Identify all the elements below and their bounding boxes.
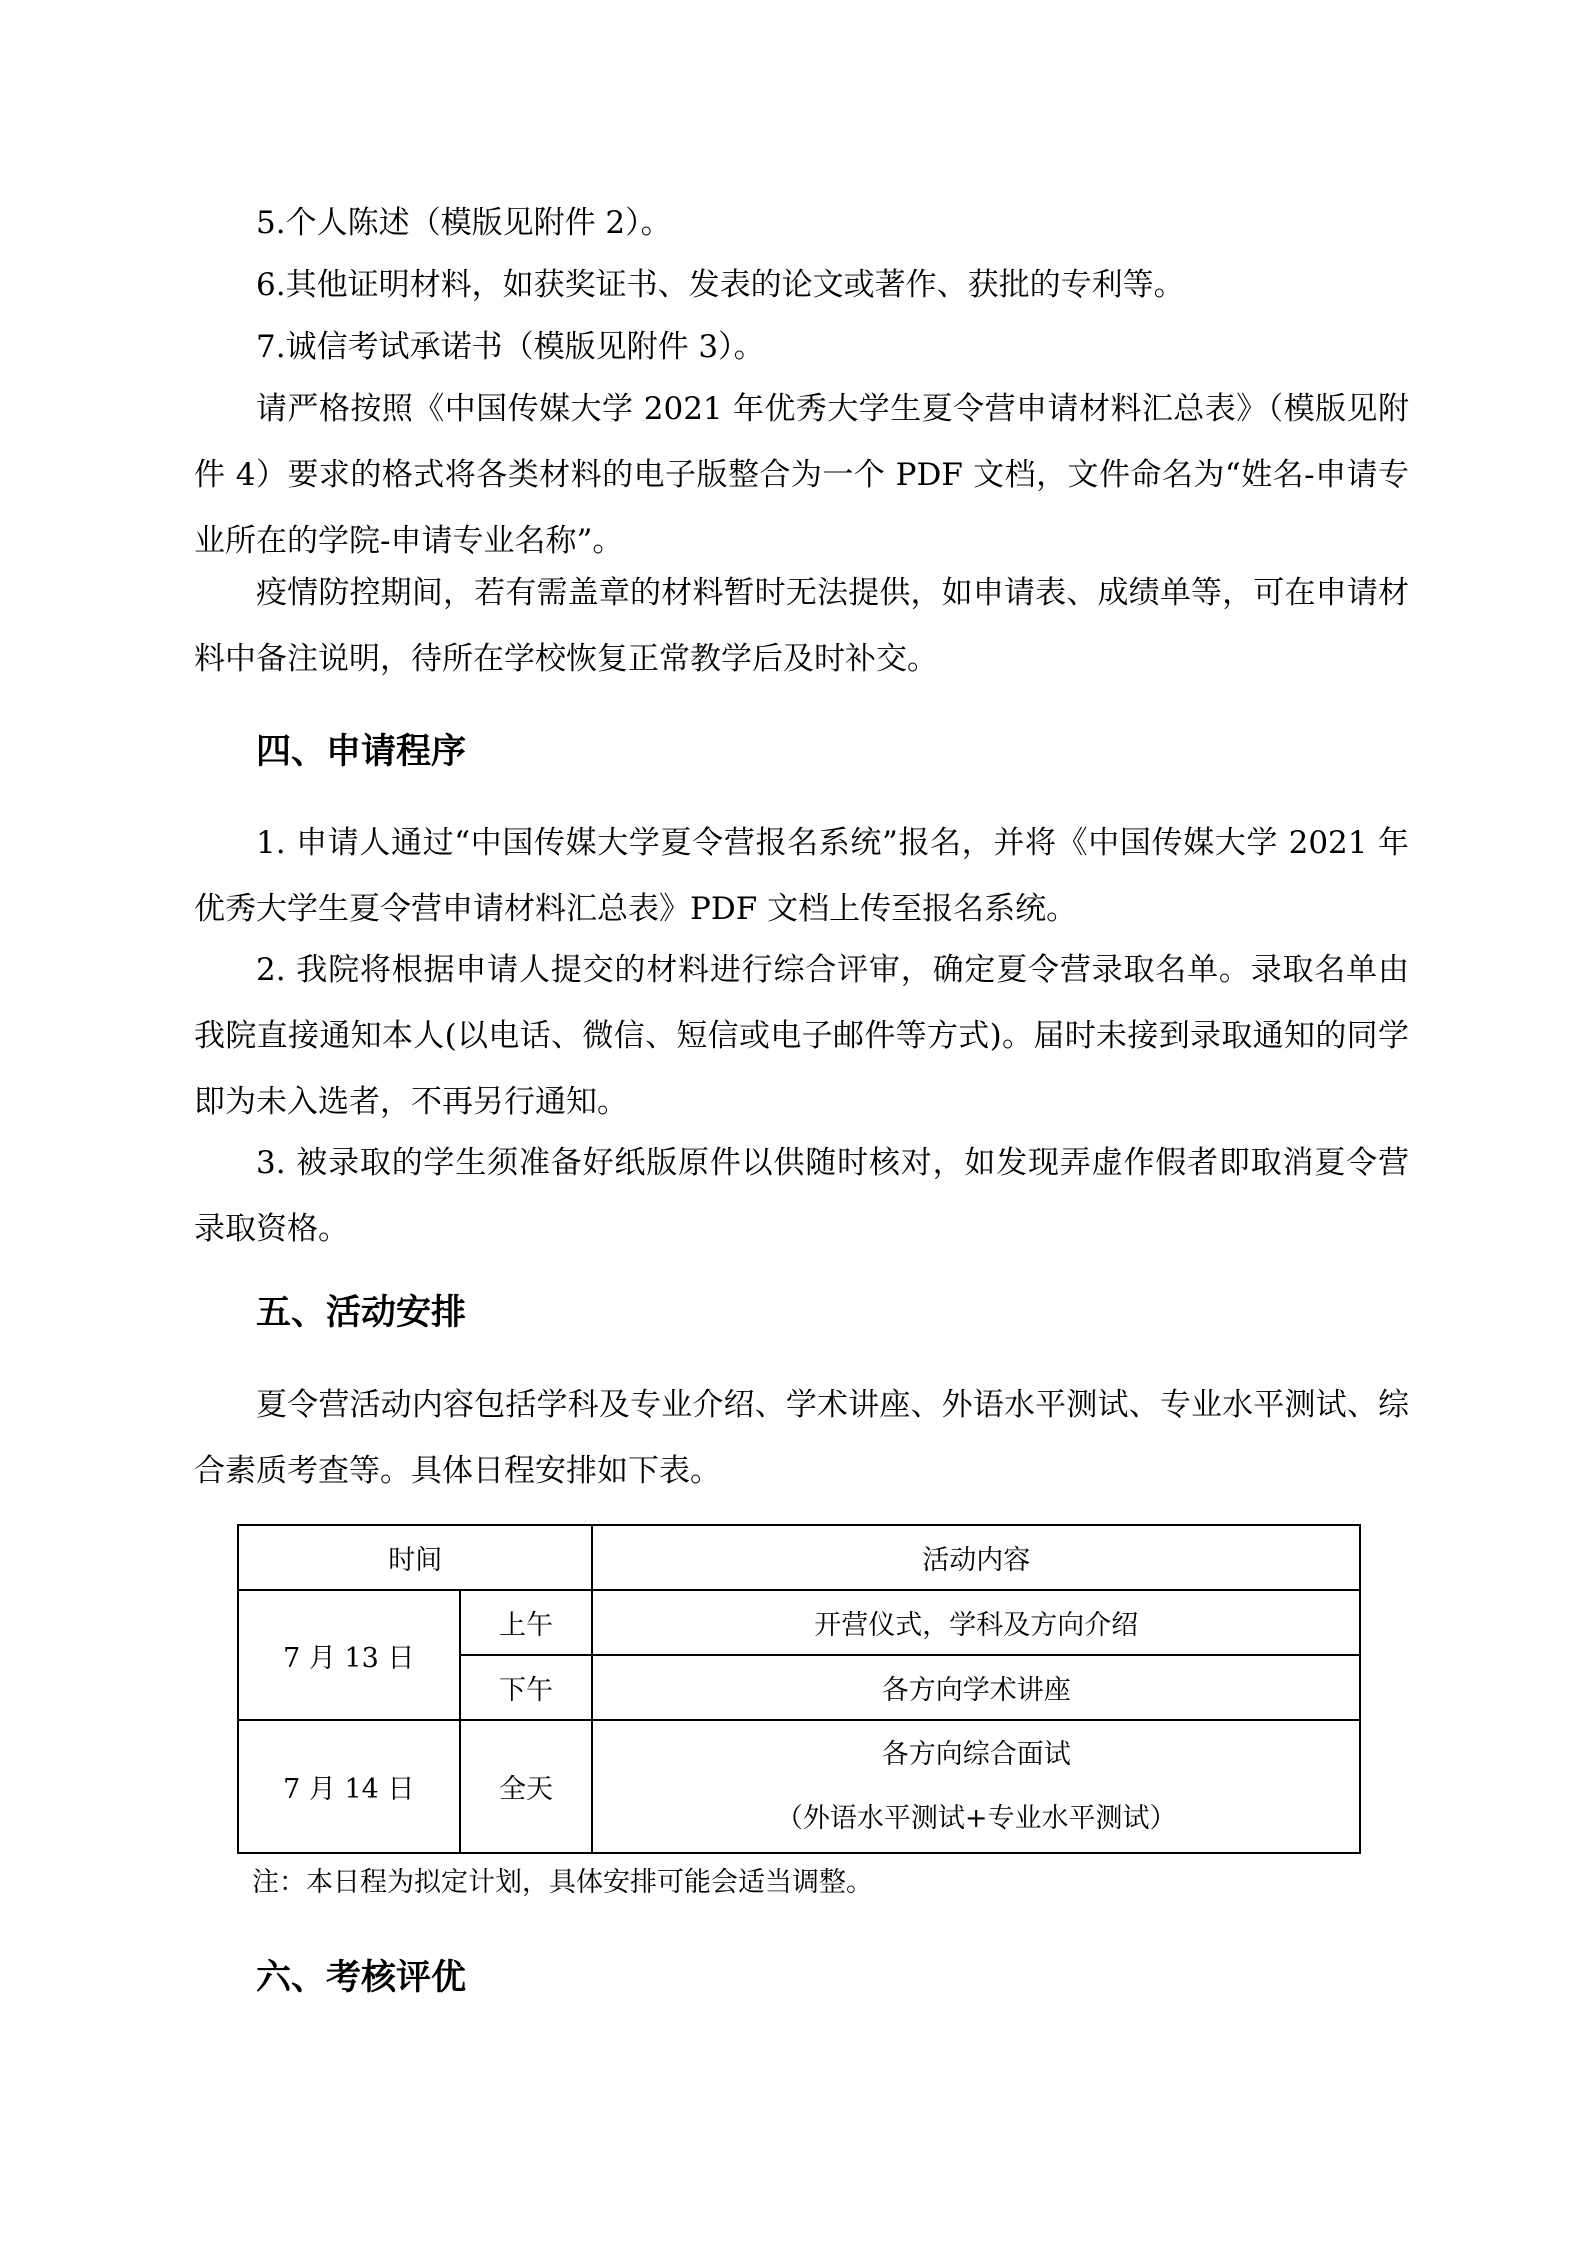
period-full-day: 全天 bbox=[460, 1720, 593, 1853]
material-item-5: 5.个人陈述（模版见附件 2）。 bbox=[256, 205, 672, 241]
period-am: 上午 bbox=[460, 1590, 593, 1655]
schedule-row bbox=[238, 1590, 1360, 1655]
activity-pm: 各方向学术讲座 bbox=[592, 1655, 1360, 1720]
schedule-table bbox=[237, 1524, 1361, 1854]
activity-full-day-line2: （外语水平测试+专业水平测试） bbox=[775, 1802, 1177, 1834]
material-item-6: 6.其他证明材料，如获奖证书、发表的论文或著作、获批的专利等。 bbox=[256, 267, 1185, 303]
material-format-note: 请严格按照《中国传媒大学 2021 年优秀大学生夏令营申请材料汇总表》（模版见附件 4）要求的格式将各类材料的电子版整合为一个 PDF 文档，文件命名为“姓名-申请专业所在的学院-申请专业名称”。 bbox=[194, 391, 1409, 559]
activity-full-day bbox=[592, 1720, 1360, 1853]
procedure-step-3: 3. 被录取的学生须准备好纸版原件以供随时核对，如发现弄虚作假者即取消夏令营录取资格。 bbox=[194, 1145, 1409, 1247]
activity-intro: 夏令营活动内容包括学科及专业介绍、学术讲座、外语水平测试、专业水平测试、综合素质考查等。具体日程安排如下表。 bbox=[194, 1387, 1409, 1489]
schedule-header-row bbox=[238, 1525, 1360, 1590]
schedule-row bbox=[238, 1720, 1360, 1853]
procedure-step-1: 1. 申请人通过“中国传媒大学夏令营报名系统”报名，并将《中国传媒大学 2021 年优秀大学生夏令营申请材料汇总表》PDF 文档上传至报名系统。 bbox=[194, 825, 1409, 927]
section-heading-4: 四、申请程序 bbox=[256, 732, 467, 772]
activity-am: 开营仪式，学科及方向介绍 bbox=[592, 1590, 1360, 1655]
header-activity-content: 活动内容 bbox=[592, 1525, 1360, 1590]
epidemic-note: 疫情防控期间，若有需盖章的材料暂时无法提供，如申请表、成绩单等，可在申请材料中备注说明，待所在学校恢复正常教学后及时补交。 bbox=[194, 575, 1409, 677]
day-cell-2: 7 月 14 日 bbox=[238, 1720, 460, 1853]
section-heading-6: 六、考核评优 bbox=[256, 1958, 467, 1998]
schedule-note: 注：本日程为拟定计划，具体安排可能会适当调整。 bbox=[252, 1867, 873, 1898]
section-heading-5: 五、活动安排 bbox=[256, 1293, 467, 1333]
header-time: 时间 bbox=[238, 1525, 592, 1590]
activity-full-day-line1: 各方向综合面试 bbox=[881, 1738, 1071, 1770]
material-item-7: 7.诚信考试承诺书（模版见附件 3）。 bbox=[256, 329, 765, 365]
procedure-step-2: 2. 我院将根据申请人提交的材料进行综合评审，确定夏令营录取名单。录取名单由我院直接通知本人(以电话、微信、短信或电子邮件等方式)。届时未接到录取通知的同学即为未入选者，不再另行通知。 bbox=[194, 952, 1409, 1120]
day-cell-1: 7 月 13 日 bbox=[238, 1590, 460, 1720]
period-pm: 下午 bbox=[460, 1655, 593, 1720]
